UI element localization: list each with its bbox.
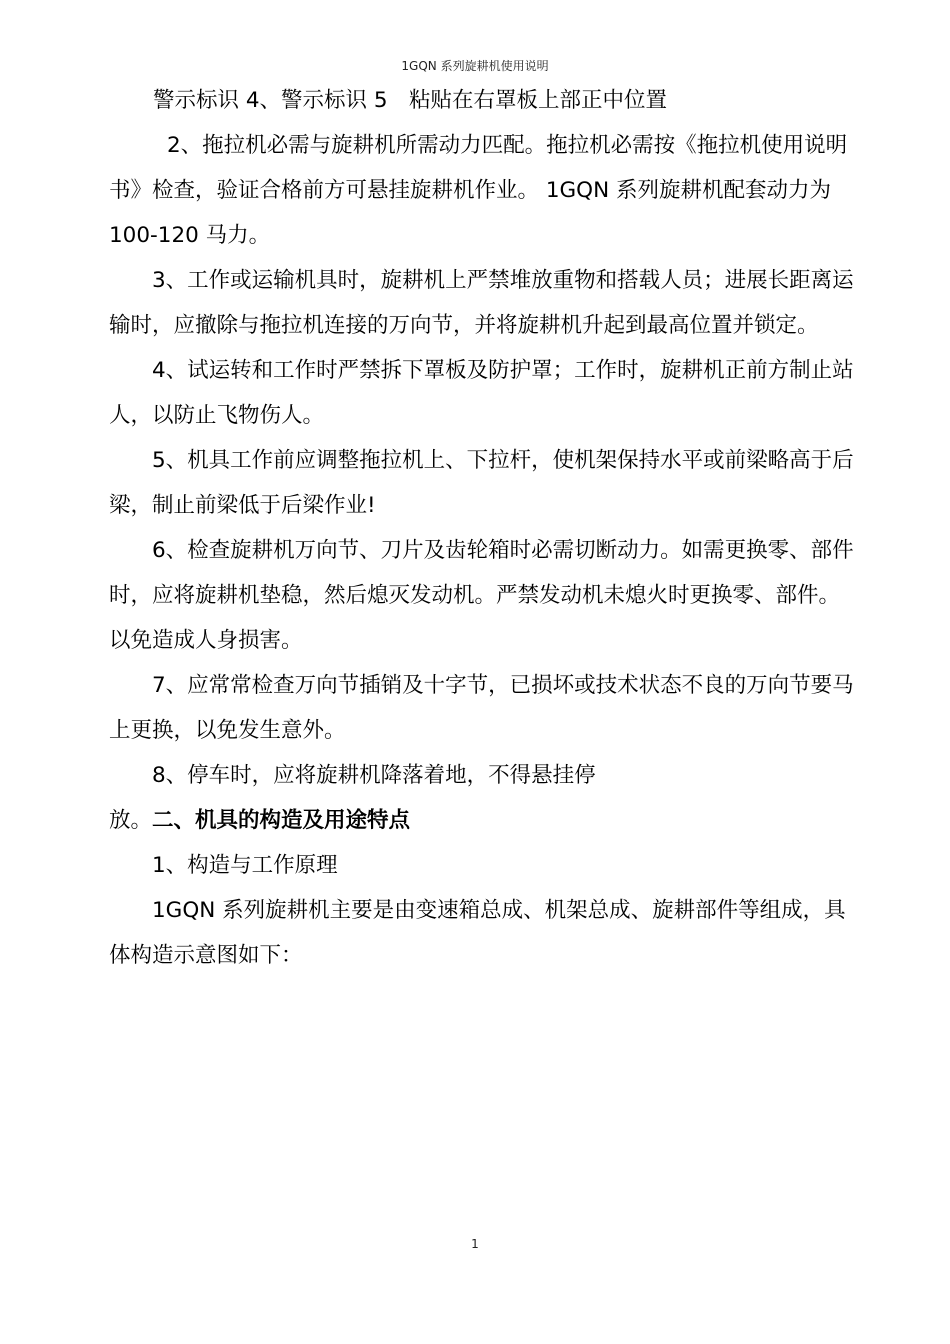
section-heading: 二、机具的构造及用途特点 bbox=[152, 808, 411, 833]
paragraph-structure: 1GQN 系列旋耕机主要是由变速箱总成、机架总成、旋耕部件等组成，具体构造示意图如下： bbox=[109, 898, 846, 968]
paragraph-4: 4、试运转和工作时严禁拆下罩板及防护罩；工作时，旋耕机正前方制止站人，以防止飞物伤人。 bbox=[109, 358, 854, 428]
subsection-heading: 1、构造与工作原理 bbox=[152, 853, 338, 878]
paragraph-6: 6、检查旋耕机万向节、刀片及齿轮箱时必需切断动力。如需更换零、部件时，应将旋耕机垫稳，然后熄灭发动机。严禁发动机未熄火时更换零、部件。以免造成人身损害。 bbox=[109, 538, 854, 653]
paragraph-8: 8、停车时，应将旋耕机降落着地，不得悬挂停 bbox=[152, 763, 596, 788]
paragraph-8-end: 放。 bbox=[109, 808, 153, 833]
page-number: 1 bbox=[471, 1237, 479, 1251]
paragraph-7: 7、应常常检查万向节插销及十字节，已损坏或技术状态不良的万向节要马上更换，以免发生意外。 bbox=[109, 673, 854, 743]
warning-label-line: 警示标识 4、警示标识 5 粘贴在右罩板上部正中位置 bbox=[153, 88, 668, 113]
paragraph-3: 3、工作或运输机具时，旋耕机上严禁堆放重物和搭载人员；进展长距离运输时，应撤除与拖拉机连接的万向节，并将旋耕机升起到最高位置并锁定。 bbox=[109, 268, 854, 338]
paragraph-2: 2、拖拉机必需与旋耕机所需动力匹配。拖拉机必需按《拖拉机使用说明书》检查，验证合格前方可悬挂旋耕机作业。 1GQN 系列旋耕机配套动力为 100-120 马力。 bbox=[109, 133, 848, 248]
paragraph-5: 5、机具工作前应调整拖拉机上、下拉杆，使机架保持水平或前梁略高于后梁，制止前梁低于后梁作业! bbox=[109, 448, 854, 518]
page-header: 1GQN 系列旋耕机使用说明 bbox=[401, 59, 549, 73]
paragraph-8-continuation bbox=[109, 798, 861, 843]
document-body bbox=[109, 78, 861, 978]
